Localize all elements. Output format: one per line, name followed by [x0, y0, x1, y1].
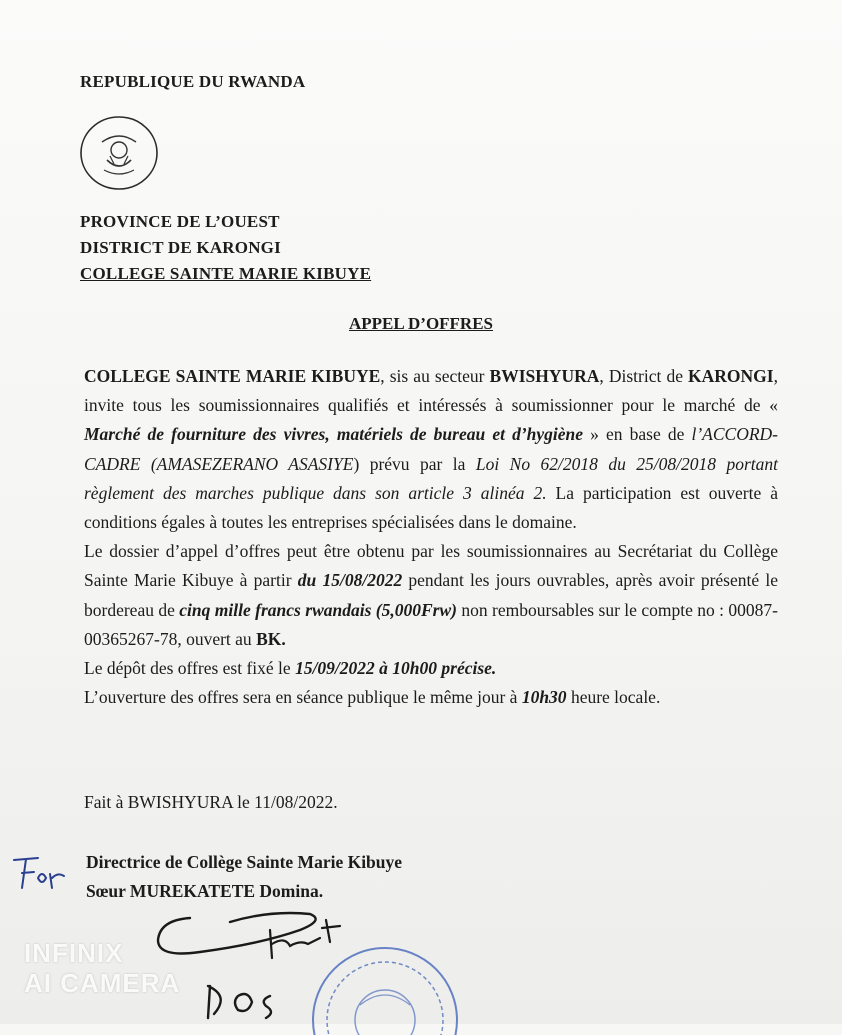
- country-header: REPUBLIQUE DU RWANDA: [80, 72, 306, 91]
- text-run: KARONGI: [688, 366, 774, 386]
- text-run: 15/09/2022 à 10h00 précise.: [295, 658, 497, 679]
- text-run: BK.: [256, 628, 286, 649]
- text-run: Le dépôt des offres est fixé le: [84, 658, 296, 679]
- handwritten-signature: [150, 900, 380, 1024]
- signatory-name: Sœur MUREKATETE Domina.: [86, 881, 324, 901]
- text-run: BWISHYURA: [489, 366, 600, 386]
- text-run: Loi No 62/2018 du 25/08/2018 portant règlement des marches publique dans son article 3 alinéa 2.: [84, 453, 778, 503]
- text-run: non remboursables sur le compte no : 00087-00365267-78, ouvert au: [84, 599, 778, 649]
- school-header: COLLEGE SAINTE MARIE KIBUYE: [80, 264, 372, 283]
- text-run: l’ACCORD-CADRE (AMASEZERANO ASASIYE: [84, 424, 778, 474]
- province-header: PROVINCE DE L’OUEST: [80, 212, 280, 231]
- watermark-line: AI CAMERA: [24, 968, 181, 998]
- rwanda-coat-of-arms-icon: [74, 112, 164, 194]
- text-run: du 15/08/2022: [297, 570, 403, 591]
- paragraph-ouverture: [84, 683, 778, 712]
- text-run: cinq mille francs rwandais (5,000Frw): [179, 599, 457, 620]
- text-run: heure locale.: [566, 687, 661, 708]
- signatory-role: Directrice de Collège Sainte Marie Kibuye: [86, 852, 403, 872]
- place-date-line: Fait à BWISHYURA le 11/08/2022.: [84, 792, 338, 812]
- text-run: La participation est ouverte à conditions égales à toutes les entreprises spécialisées dans le domaine.: [84, 482, 778, 533]
- text-run: ) prévu par la: [353, 453, 476, 474]
- paragraph-dossier: [84, 537, 778, 654]
- text-run: L’ouverture des offres sera en séance publique le même jour à: [84, 687, 522, 708]
- paragraph-depot: [84, 654, 778, 683]
- tender-body: [84, 362, 778, 712]
- text-run: , invite tous les soumissionnaires qualifiés et intéressés à soumissionner pour le marché de «: [84, 366, 778, 416]
- text-run: 10h30: [521, 687, 567, 708]
- handwritten-for-mark: [8, 848, 78, 898]
- text-run: Le dossier d’appel d’offres peut être obtenu par les soumissionnaires au Secrétariat du Collège Sainte Marie Kibuye à partir: [84, 541, 778, 591]
- district-header: DISTRICT DE KARONGI: [80, 238, 281, 257]
- paragraph-invitation: [84, 362, 778, 537]
- text-run: , sis au secteur: [380, 366, 490, 386]
- document-title: APPEL D’OFFRES: [348, 314, 494, 333]
- text-run: COLLEGE SAINTE MARIE KIBUYE: [84, 366, 381, 386]
- text-run: pendant les jours ouvrables, après avoir présenté le bordereau de: [84, 570, 778, 620]
- text-run: Marché de fourniture des vivres, matériels de bureau et d’hygiène: [84, 424, 584, 445]
- text-run: » en base de: [583, 424, 692, 445]
- camera-watermark: [24, 938, 180, 998]
- watermark-line: INFINIX: [24, 938, 124, 968]
- text-run: , District de: [599, 366, 689, 386]
